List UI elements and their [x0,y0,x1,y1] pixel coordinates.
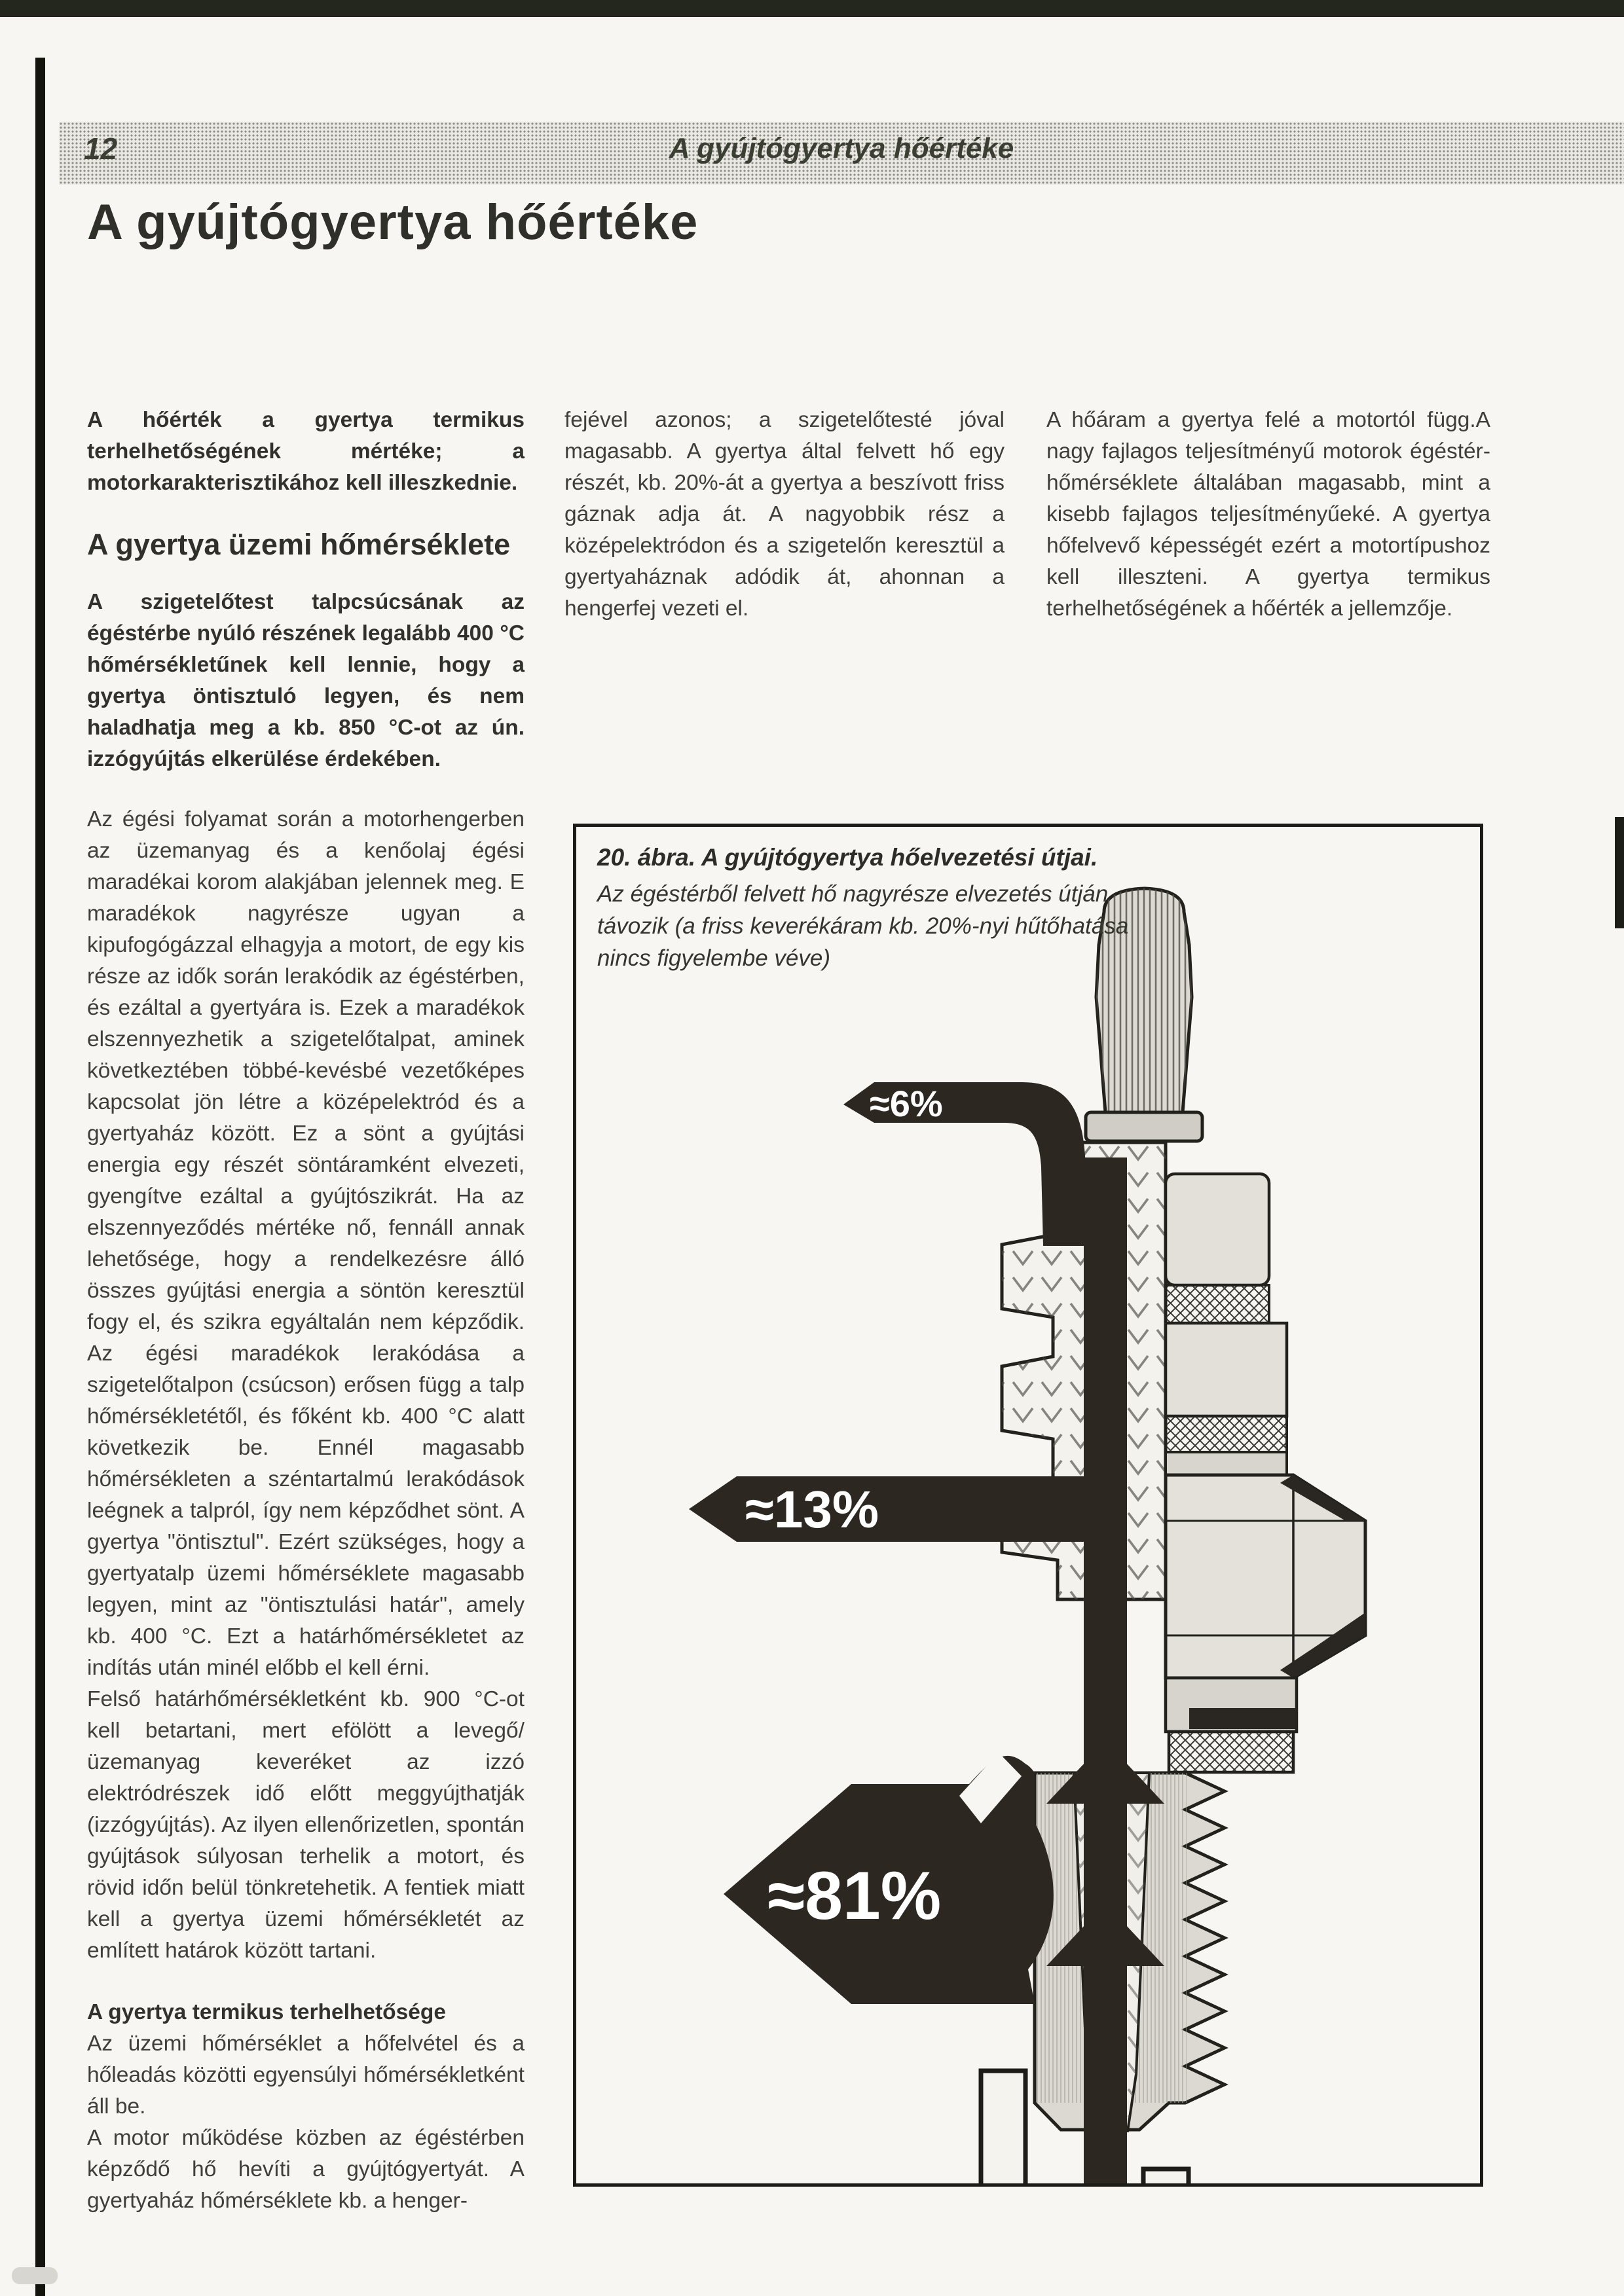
body-paragraph: A motor működése közben az égéstérben képződő hő hevíti a gyújtógyertyát. A gyertyaház hőmérséklete kb. a henger- [87,2126,525,2213]
text-column-3 [1046,405,1490,625]
figure-caption [597,841,1134,974]
body-paragraph: Az üzemi hőmérséklet a hőfelvétel és a hőleadás közötti egyensúlyi hőmérsékletként áll be. [87,2032,525,2119]
hex-nut [1166,1475,1365,1678]
scan-artifact-right-mark [1615,817,1624,928]
shoulder-shadow [1189,1708,1297,1729]
body-paragraph: fejével azonos; a szigetelőtesté jóval magasabb. A gyertya által felvett hő egy részét, kb. 20%-át a gyertya a beszívott friss gáznak adja át. A nagyobbik rész a középelektródon és a szigetelőn keresztül a gyertyaháznak adódik át, ahonnan a hengerfej vezeti el. [564,408,1005,621]
figure-caption-body: Az égéstérből felvett hő nagyrésze elvezetés útján távozik (a friss keverékáram kb. 20%-nyi hűtőhatása nincs figyelembe véve) [597,881,1129,971]
sealing-gasket [1169,1732,1293,1772]
scan-artifact-spine-line [35,58,45,2296]
label-heat-81-percent: ≈81% [767,1858,942,1934]
figure-20-box [573,824,1483,2187]
figure-caption-title: 20. ábra. A gyújtógyertya hőelvezetési útjai. [597,844,1098,871]
page-number: 12 [84,132,118,166]
label-heat-6-percent: ≈6% [870,1083,943,1124]
body-paragraph: A hőáram a gyertya felé a motortól függ.A nagy fajlagos teljesítményű motorok égéstér-hőmérséklete általában magasabb, mint a kisebb fajlagos teljesítményűeké. A gyertya hőfelvevő képességét ezért a motortípushoz kell illeszteni. A gyertya termikus terhelhetőségének a hőérték a jellemzője. [1046,408,1490,621]
intro-paragraph: A hőérték a gyertya termikus terhelhetőségének mértéke; a motorkarakterisztikához kell illeszkednie. [87,408,525,495]
shell-crimp-section [1166,1174,1287,1475]
insulator-collar [1086,1112,1202,1141]
section-heading-operating-temperature: A gyertya üzemi hőmérséklete [87,528,511,561]
body-paragraph: Felső határhőmérsékletként kb. 900 °C-ot kell betartani, mert efölött a levegő/üzemanyag keveréket az izzó elektródrészek idő előtt meggyújthatják (izzógyújtás). Az ilyen ellenőrizetlen, spontán gyújtások súlyosan terhelik a motort, és rövid időn belül tönkretehetik. A fentiek miatt kell a gyertya üzemi hőmérsékletét az említett határok között tartani. [87,1687,525,1963]
label-heat-13-percent: ≈13% [745,1480,879,1539]
text-column-2 [564,405,1005,625]
text-column-1 [87,405,525,2217]
page-title: A gyújtógyertya hőértéke [87,194,699,250]
spark-plug-heat-path-illustration [576,827,1480,2183]
lead-paragraph: A szigetelőtest talpcsúcsának az égéstérbe nyúló részének legalább 400 °C hőmérsékletűnek kell lennie, hogy a gyertya öntisztuló legyen, és nem haladhatja meg a kb. 850 °C-ot az ún. izzógyújtás elkerülése érdekében. [87,590,525,771]
running-header: A gyújtógyertya hőértéke [669,132,1014,164]
section-heading-thermal-load: A gyertya termikus terhelhetősége [87,2000,446,2024]
page-header-band [59,122,1624,185]
scan-artifact-smudge [12,2267,58,2284]
body-paragraph: Az égési folyamat során a motorhengerben az üzemanyag és a kenőolaj égési maradékai korom alakjában jelennek meg. E maradékok nagyrésze ugyan a kipufogógázzal elhagyja a motort, de egy kis része az idők során lerakódik az égéstérben, és ezáltal a gyertyára is. Ezek a maradékok elszennyezhetik a szigetelőtalpat, aminek következtében többé-kevésbé vezetőképes kapcsolat jön létre a középelektród és a gyertyaház között. Ez a sönt a gyújtási energia egy részét söntáramként elvezeti, gyengítve ezáltal a gyújtószikrát. Ha az elszennyeződés mértéke nő, fennáll annak lehetősége, hogy a rendelkezésre álló összes gyújtási energia a söntön keresztül fogy el, és szikra egyáltalán nem képződik. Az égési maradékok lerakódása a szigetelőtalpon (csúcson) erősen függ a talp hőmérsékletétől, és főként kb. 400 °C alatt következik be. Ennél magasabb hőmérsékleten a széntartalmú lerakódások leégnek a talpról, így nem képződhet sönt. A gyertya "öntisztul". Ezért szükséges, hogy a gyertyatalp üzemi hőmérséklete magasabb legyen, mint az "öntisztulási határ", amely kb. 400 °C. Ezt a határhőmérsékletet az indítás után minél előbb el kell érni. [87,807,525,1680]
scan-artifact-top-band [0,0,1624,17]
shell-lower-section [1035,1678,1297,2130]
